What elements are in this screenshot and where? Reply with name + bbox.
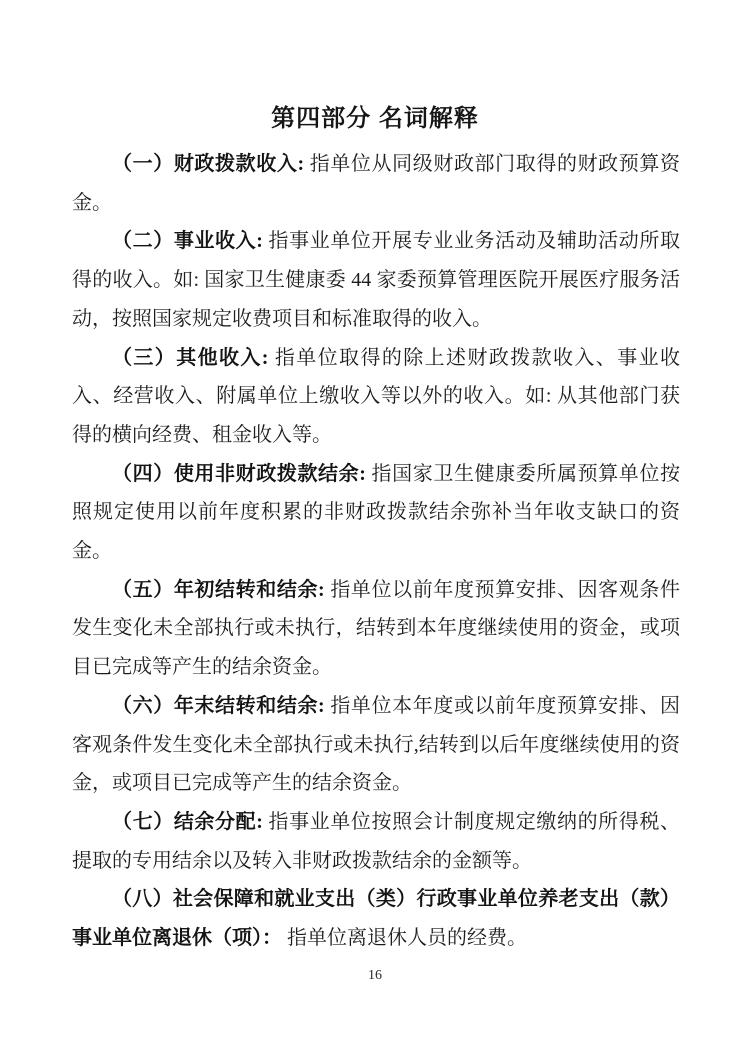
definition-paragraph	[72, 880, 680, 957]
definition-paragraph	[72, 455, 680, 571]
term-definition: 指事业单位开展专业业务活动及辅助活动所取得的收入。如: 国家卫生健康委 44 家委预算管理医院开展医疗服务活动，按照国家规定收费项目和标准取得的收入。	[72, 230, 681, 330]
page-title: 第四部分 名词解释	[271, 105, 479, 132]
term-definition: 指单位从同级财政部门取得的财政预算资金。	[72, 153, 680, 214]
term-label: （五）年初结转和结余:	[112, 578, 325, 601]
document-body	[72, 145, 680, 958]
term-definition: 指单位取得的除上述财政拨款收入、事业收入、经营收入、附属单位上缴收入等以外的收入。如: 从其他部门获得的横向经费、租金收入等。	[72, 346, 681, 446]
term-definition: 指单位以前年度预算安排、因客观条件发生变化未全部执行或未执行，结转到本年度继续使用的资金，或项目已完成等产生的结余资金。	[72, 578, 680, 679]
term-label: （七）结余分配:	[112, 810, 263, 833]
term-definition: 指单位本年度或以前年度预算安排、因客观条件发生变化未全部执行或未执行,结转到以后年度继续使用的资金，或项目已完成等产生的结余资金。	[72, 694, 680, 795]
page-number: 16	[368, 968, 382, 983]
definition-paragraph	[72, 803, 680, 880]
term-label: （四）使用非财政拨款结余:	[112, 462, 366, 485]
definition-paragraph	[72, 571, 680, 687]
term-label: （六）年末结转和结余:	[112, 694, 325, 717]
definition-paragraph	[72, 687, 680, 803]
term-definition: 指事业单位按照会计制度规定缴纳的所得税、提取的专用结余以及转入非财政拨款结余的金额等。	[72, 810, 681, 872]
term-label: （八）社会保障和就业支出（类）行政事业单位养老支出（款）事业单位离退休（项）：	[72, 888, 680, 950]
definition-paragraph	[72, 339, 680, 455]
term-label: （三）其他收入:	[112, 346, 269, 369]
definition-paragraph	[72, 222, 680, 338]
term-definition: 指单位离退休人员的经费。	[282, 927, 527, 950]
term-definition: 指国家卫生健康委所属预算单位按照规定使用以前年度积累的非财政拨款结余弥补当年收支缺口的资金。	[72, 462, 680, 563]
term-label: （二）事业收入:	[112, 230, 263, 253]
definition-paragraph	[72, 145, 680, 222]
term-label: （一）财政拨款收入:	[112, 153, 305, 175]
